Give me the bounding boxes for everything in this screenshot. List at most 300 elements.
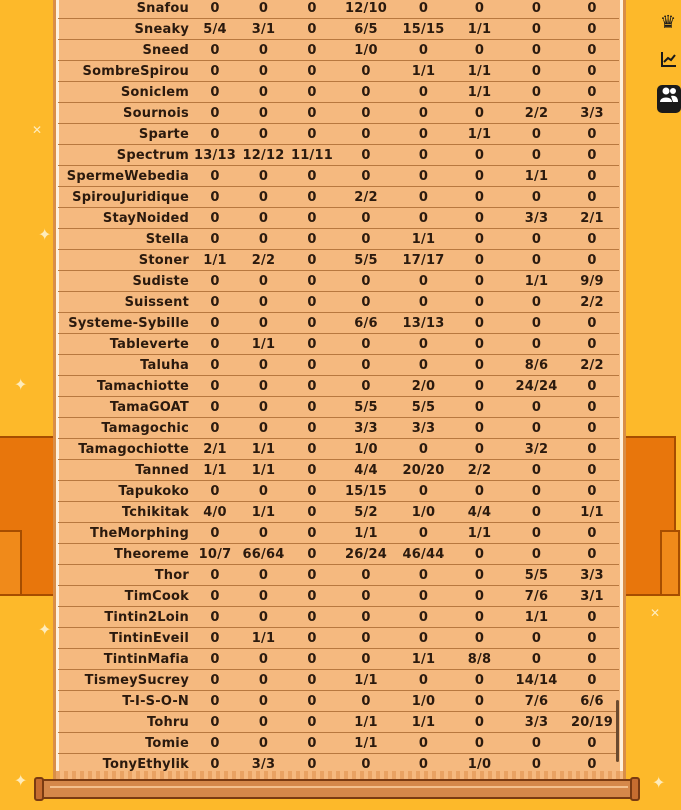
score-cell: 3/3 (508, 712, 565, 733)
score-cell: 0 (508, 145, 565, 166)
score-cell: 0 (288, 586, 336, 607)
player-name: TintinEveil (58, 628, 191, 649)
score-cell: 0 (288, 376, 336, 397)
table-row[interactable] (58, 355, 619, 376)
score-cell: 0 (565, 628, 619, 649)
score-cell: 0 (191, 271, 239, 292)
score-cell: 0 (508, 61, 565, 82)
score-cell: 0 (565, 733, 619, 754)
score-cell: 0 (239, 649, 288, 670)
sparkle-icon: ✕ (650, 606, 661, 620)
score-cell: 0 (288, 61, 336, 82)
score-cell: 0 (451, 418, 508, 439)
score-cell: 0 (288, 649, 336, 670)
score-cell: 2/2 (336, 187, 396, 208)
score-cell: 0 (336, 166, 396, 187)
score-cell: 1/1 (239, 439, 288, 460)
score-cell: 0 (239, 733, 288, 754)
score-cell: 0 (239, 229, 288, 250)
score-cell: 0 (336, 355, 396, 376)
score-cell: 0 (565, 418, 619, 439)
score-cell: 1/1 (191, 250, 239, 271)
score-cell: 0 (191, 649, 239, 670)
score-cell: 17/17 (396, 250, 451, 271)
score-cell: 0 (451, 166, 508, 187)
table-row[interactable] (58, 40, 619, 61)
score-cell: 0 (191, 334, 239, 355)
score-cell: 0 (191, 607, 239, 628)
score-cell: 0 (191, 187, 239, 208)
crown-icon[interactable]: ♛ (660, 12, 677, 33)
score-cell: 0 (336, 607, 396, 628)
score-cell: 0 (396, 523, 451, 544)
table-row[interactable] (58, 670, 619, 691)
score-cell: 8/8 (451, 649, 508, 670)
score-cell: 0 (451, 292, 508, 313)
player-name: Tomie (58, 733, 191, 754)
score-cell: 0 (288, 292, 336, 313)
score-cell: 1/1 (451, 19, 508, 40)
score-cell: 1/0 (396, 691, 451, 712)
score-cell: 0 (239, 208, 288, 229)
score-cell: 0 (336, 628, 396, 649)
scroll-rod-cap-left (34, 777, 44, 801)
score-cell: 0 (565, 187, 619, 208)
player-name: Sneed (58, 40, 191, 61)
score-cell: 1/1 (239, 334, 288, 355)
users-icon[interactable] (657, 85, 681, 113)
score-cell: 1/1 (239, 460, 288, 481)
score-cell: 26/24 (336, 544, 396, 565)
score-cell: 0 (508, 292, 565, 313)
table-row[interactable] (58, 712, 619, 733)
score-cell: 0 (288, 355, 336, 376)
table-row[interactable] (58, 334, 619, 355)
player-name: Suissent (58, 292, 191, 313)
score-cell: 0 (288, 40, 336, 61)
score-cell: 0 (565, 82, 619, 103)
score-cell: 0 (451, 481, 508, 502)
score-cell: 0 (239, 40, 288, 61)
score-cell: 0 (451, 670, 508, 691)
score-cell: 0 (396, 481, 451, 502)
score-cell: 0 (565, 754, 619, 775)
score-cell: 8/6 (508, 355, 565, 376)
score-cell: 0 (336, 691, 396, 712)
score-cell: 0 (288, 460, 336, 481)
score-cell: 0 (191, 670, 239, 691)
table-row[interactable] (58, 397, 619, 418)
score-cell: 0 (191, 82, 239, 103)
score-cell: 0 (565, 334, 619, 355)
player-name: SombreSpirou (58, 61, 191, 82)
score-cell: 3/3 (336, 418, 396, 439)
score-cell: 14/14 (508, 670, 565, 691)
player-name: T-I-S-O-N (58, 691, 191, 712)
score-cell: 0 (565, 250, 619, 271)
score-cell: 0 (451, 733, 508, 754)
table-row[interactable] (58, 628, 619, 649)
score-cell: 0 (288, 691, 336, 712)
score-cell: 0 (508, 82, 565, 103)
player-name: Sournois (58, 103, 191, 124)
score-cell: 1/0 (396, 502, 451, 523)
score-cell: 12/10 (336, 0, 396, 19)
score-cell: 0 (191, 565, 239, 586)
score-cell: 1/1 (451, 82, 508, 103)
score-cell: 0 (565, 124, 619, 145)
score-cell: 0 (239, 376, 288, 397)
table-row[interactable] (58, 418, 619, 439)
score-cell: 0 (239, 712, 288, 733)
score-cell: 5/5 (336, 250, 396, 271)
score-cell: 15/15 (396, 19, 451, 40)
score-cell: 0 (508, 0, 565, 19)
table-row[interactable] (58, 124, 619, 145)
table-row[interactable] (58, 481, 619, 502)
score-cell: 0 (565, 0, 619, 19)
score-cell: 0 (396, 103, 451, 124)
score-cell: 0 (191, 355, 239, 376)
score-cell: 9/9 (565, 271, 619, 292)
table-row[interactable] (58, 439, 619, 460)
player-name: Tintin2Loin (58, 607, 191, 628)
score-cell: 0 (336, 649, 396, 670)
score-cell: 0 (288, 523, 336, 544)
table-row[interactable] (58, 565, 619, 586)
score-cell: 0 (288, 208, 336, 229)
score-cell: 0 (508, 733, 565, 754)
score-cell: 0 (396, 628, 451, 649)
player-name: SpirouJuridique (58, 187, 191, 208)
table-row[interactable] (58, 145, 619, 166)
score-cell: 0 (508, 334, 565, 355)
score-cell: 0 (396, 439, 451, 460)
table-row[interactable] (58, 607, 619, 628)
score-cell: 0 (288, 82, 336, 103)
player-name: Tamachiotte (58, 376, 191, 397)
score-cell: 0 (451, 691, 508, 712)
table-row[interactable] (58, 103, 619, 124)
score-cell: 0 (191, 124, 239, 145)
score-cell: 0 (396, 754, 451, 775)
score-cell: 0 (336, 565, 396, 586)
score-cell: 0 (191, 397, 239, 418)
score-cell: 0 (508, 250, 565, 271)
score-cell: 0 (451, 712, 508, 733)
score-cell: 0 (239, 271, 288, 292)
score-cell: 0 (508, 187, 565, 208)
score-cell: 0 (451, 565, 508, 586)
table-row[interactable] (58, 229, 619, 250)
score-cell: 0 (191, 61, 239, 82)
score-cell: 0 (288, 313, 336, 334)
table-row[interactable] (58, 292, 619, 313)
table-row[interactable] (58, 523, 619, 544)
score-cell: 0 (396, 208, 451, 229)
player-name: Sneaky (58, 19, 191, 40)
score-cell: 46/44 (396, 544, 451, 565)
score-cell: 0 (508, 754, 565, 775)
score-cell: 0 (191, 481, 239, 502)
sparkle-icon: ✕ (32, 123, 43, 137)
score-cell: 0 (191, 166, 239, 187)
table-row[interactable] (58, 166, 619, 187)
score-cell: 0 (396, 733, 451, 754)
score-cell: 20/20 (396, 460, 451, 481)
score-cell: 0 (239, 481, 288, 502)
player-name: Tanned (58, 460, 191, 481)
score-cell: 0 (239, 187, 288, 208)
player-name: Tamagochic (58, 418, 191, 439)
scroll-rod-cap-right (630, 777, 640, 801)
score-cell: 3/3 (396, 418, 451, 439)
scroll-hem (56, 771, 623, 779)
table-row[interactable] (58, 82, 619, 103)
score-cell: 0 (191, 733, 239, 754)
score-cell: 0 (288, 187, 336, 208)
player-name: Tapukoko (58, 481, 191, 502)
score-cell: 0 (451, 40, 508, 61)
chart-icon[interactable] (660, 50, 680, 72)
score-cell: 0 (336, 208, 396, 229)
score-cell: 0 (239, 313, 288, 334)
score-cell: 0 (396, 0, 451, 19)
score-cell: 0 (396, 334, 451, 355)
score-cell: 1/1 (451, 61, 508, 82)
player-name: Systeme-Sybille (58, 313, 191, 334)
score-cell: 2/2 (239, 250, 288, 271)
score-cell: 1/1 (451, 124, 508, 145)
score-cell: 0 (239, 292, 288, 313)
score-cell: 0 (191, 691, 239, 712)
player-name: Theoreme (58, 544, 191, 565)
score-cell: 0 (508, 544, 565, 565)
score-cell: 1/1 (451, 523, 508, 544)
score-cell: 0 (508, 628, 565, 649)
table-row[interactable] (58, 460, 619, 481)
score-cell: 1/1 (336, 523, 396, 544)
score-cell: 0 (451, 397, 508, 418)
scroll-rod (38, 779, 640, 799)
player-name: Spectrum (58, 145, 191, 166)
table-row[interactable] (58, 586, 619, 607)
score-cell: 0 (451, 208, 508, 229)
score-cell: 0 (288, 418, 336, 439)
score-cell: 0 (288, 733, 336, 754)
score-cell: 3/2 (508, 439, 565, 460)
score-cell: 0 (451, 313, 508, 334)
score-cell: 2/0 (396, 376, 451, 397)
score-cell: 0 (396, 355, 451, 376)
score-cell: 0 (396, 124, 451, 145)
player-name: Soniclem (58, 82, 191, 103)
table-row[interactable] (58, 187, 619, 208)
table-row[interactable] (58, 649, 619, 670)
score-cell: 0 (508, 229, 565, 250)
score-cell: 0 (288, 502, 336, 523)
score-cell: 0 (288, 250, 336, 271)
score-cell: 3/3 (508, 208, 565, 229)
score-cell: 1/0 (451, 754, 508, 775)
score-cell: 0 (239, 82, 288, 103)
score-cell: 1/1 (508, 166, 565, 187)
score-cell: 0 (288, 103, 336, 124)
score-cell: 0 (288, 628, 336, 649)
score-cell: 0 (239, 586, 288, 607)
sparkle-icon: ✦ (14, 771, 28, 790)
score-cell: 0 (288, 670, 336, 691)
score-cell: 0 (396, 166, 451, 187)
player-name: StayNoided (58, 208, 191, 229)
score-cell: 0 (396, 82, 451, 103)
scrollbar-thumb[interactable] (616, 700, 619, 762)
score-cell: 1/1 (396, 229, 451, 250)
score-cell: 66/64 (239, 544, 288, 565)
table-row[interactable] (58, 733, 619, 754)
score-cell: 4/4 (336, 460, 396, 481)
score-cell: 0 (336, 334, 396, 355)
score-cell: 0 (288, 166, 336, 187)
left-wall-door (0, 530, 22, 596)
score-cell: 0 (191, 523, 239, 544)
score-cell: 1/1 (565, 502, 619, 523)
score-cell: 0 (396, 586, 451, 607)
score-cell: 0 (508, 397, 565, 418)
sparkle-icon: ✦ (38, 620, 52, 639)
score-cell: 0 (508, 481, 565, 502)
table-row[interactable] (58, 271, 619, 292)
score-cell: 0 (191, 586, 239, 607)
player-name: Stella (58, 229, 191, 250)
score-cell: 20/19 (565, 712, 619, 733)
score-cell: 1/1 (191, 460, 239, 481)
player-name: Snafou (58, 0, 191, 19)
score-cell: 0 (451, 628, 508, 649)
score-cell: 0 (396, 292, 451, 313)
score-cell: 2/1 (191, 439, 239, 460)
player-name: Tamagochiotte (58, 439, 191, 460)
score-cell: 0 (288, 229, 336, 250)
score-cell: 0 (288, 124, 336, 145)
table-row[interactable] (58, 502, 619, 523)
score-cell: 1/1 (396, 649, 451, 670)
score-cell: 0 (451, 376, 508, 397)
score-cell: 1/1 (239, 628, 288, 649)
score-cell: 0 (288, 334, 336, 355)
score-cell: 0 (239, 103, 288, 124)
score-cell: 12/12 (239, 145, 288, 166)
score-cell: 0 (508, 649, 565, 670)
score-cell: 0 (191, 712, 239, 733)
score-cell: 0 (336, 586, 396, 607)
player-name: Tableverte (58, 334, 191, 355)
table-row[interactable] (58, 250, 619, 271)
score-cell: 0 (288, 607, 336, 628)
score-cell: 0 (191, 628, 239, 649)
leaderboard-table (58, 0, 619, 775)
score-cell: 0 (451, 544, 508, 565)
score-cell: 0 (396, 40, 451, 61)
sparkle-icon: ✦ (652, 773, 666, 792)
score-cell: 0 (288, 19, 336, 40)
score-cell: 0 (451, 607, 508, 628)
score-cell: 0 (239, 670, 288, 691)
table-row[interactable] (58, 208, 619, 229)
score-cell: 0 (239, 523, 288, 544)
score-cell: 0 (336, 61, 396, 82)
score-cell: 1/0 (336, 439, 396, 460)
player-name: Tchikitak (58, 502, 191, 523)
player-name: Stoner (58, 250, 191, 271)
score-cell: 0 (565, 229, 619, 250)
score-cell: 0 (565, 670, 619, 691)
score-cell: 0 (191, 208, 239, 229)
score-cell: 0 (565, 313, 619, 334)
score-cell: 0 (451, 271, 508, 292)
score-cell: 0 (336, 103, 396, 124)
score-cell: 13/13 (191, 145, 239, 166)
score-cell: 0 (239, 355, 288, 376)
score-cell: 0 (451, 250, 508, 271)
score-cell: 1/1 (396, 712, 451, 733)
score-cell: 0 (565, 481, 619, 502)
table-row[interactable] (58, 19, 619, 40)
score-cell: 1/1 (336, 712, 396, 733)
score-cell: 0 (508, 40, 565, 61)
score-cell: 3/3 (565, 565, 619, 586)
score-cell: 0 (288, 397, 336, 418)
player-name: TheMorphing (58, 523, 191, 544)
table-row[interactable] (58, 61, 619, 82)
score-cell: 0 (239, 166, 288, 187)
score-cell: 0 (396, 607, 451, 628)
score-cell: 0 (336, 754, 396, 775)
table-row[interactable] (58, 691, 619, 712)
table-row[interactable] (58, 313, 619, 334)
table-row[interactable] (58, 376, 619, 397)
score-cell: 0 (451, 334, 508, 355)
score-cell: 3/3 (239, 754, 288, 775)
score-cell: 0 (565, 61, 619, 82)
score-cell: 0 (451, 103, 508, 124)
table-row[interactable] (58, 0, 619, 19)
table-row[interactable] (58, 544, 619, 565)
score-cell: 1/1 (336, 670, 396, 691)
score-cell: 7/6 (508, 691, 565, 712)
score-cell: 0 (288, 271, 336, 292)
score-cell: 0 (288, 439, 336, 460)
score-cell: 0 (508, 124, 565, 145)
score-cell: 13/13 (396, 313, 451, 334)
score-cell: 0 (565, 19, 619, 40)
score-cell: 5/2 (336, 502, 396, 523)
score-cell: 0 (451, 187, 508, 208)
score-cell: 0 (451, 586, 508, 607)
score-cell: 0 (288, 754, 336, 775)
score-cell: 0 (396, 271, 451, 292)
score-cell: 1/1 (396, 61, 451, 82)
score-cell: 0 (239, 0, 288, 19)
player-name: TimCook (58, 586, 191, 607)
score-cell: 0 (191, 103, 239, 124)
score-cell: 0 (565, 523, 619, 544)
score-cell: 6/6 (336, 313, 396, 334)
score-cell: 2/2 (565, 355, 619, 376)
score-cell: 0 (451, 0, 508, 19)
score-cell: 0 (508, 502, 565, 523)
score-cell: 0 (565, 460, 619, 481)
